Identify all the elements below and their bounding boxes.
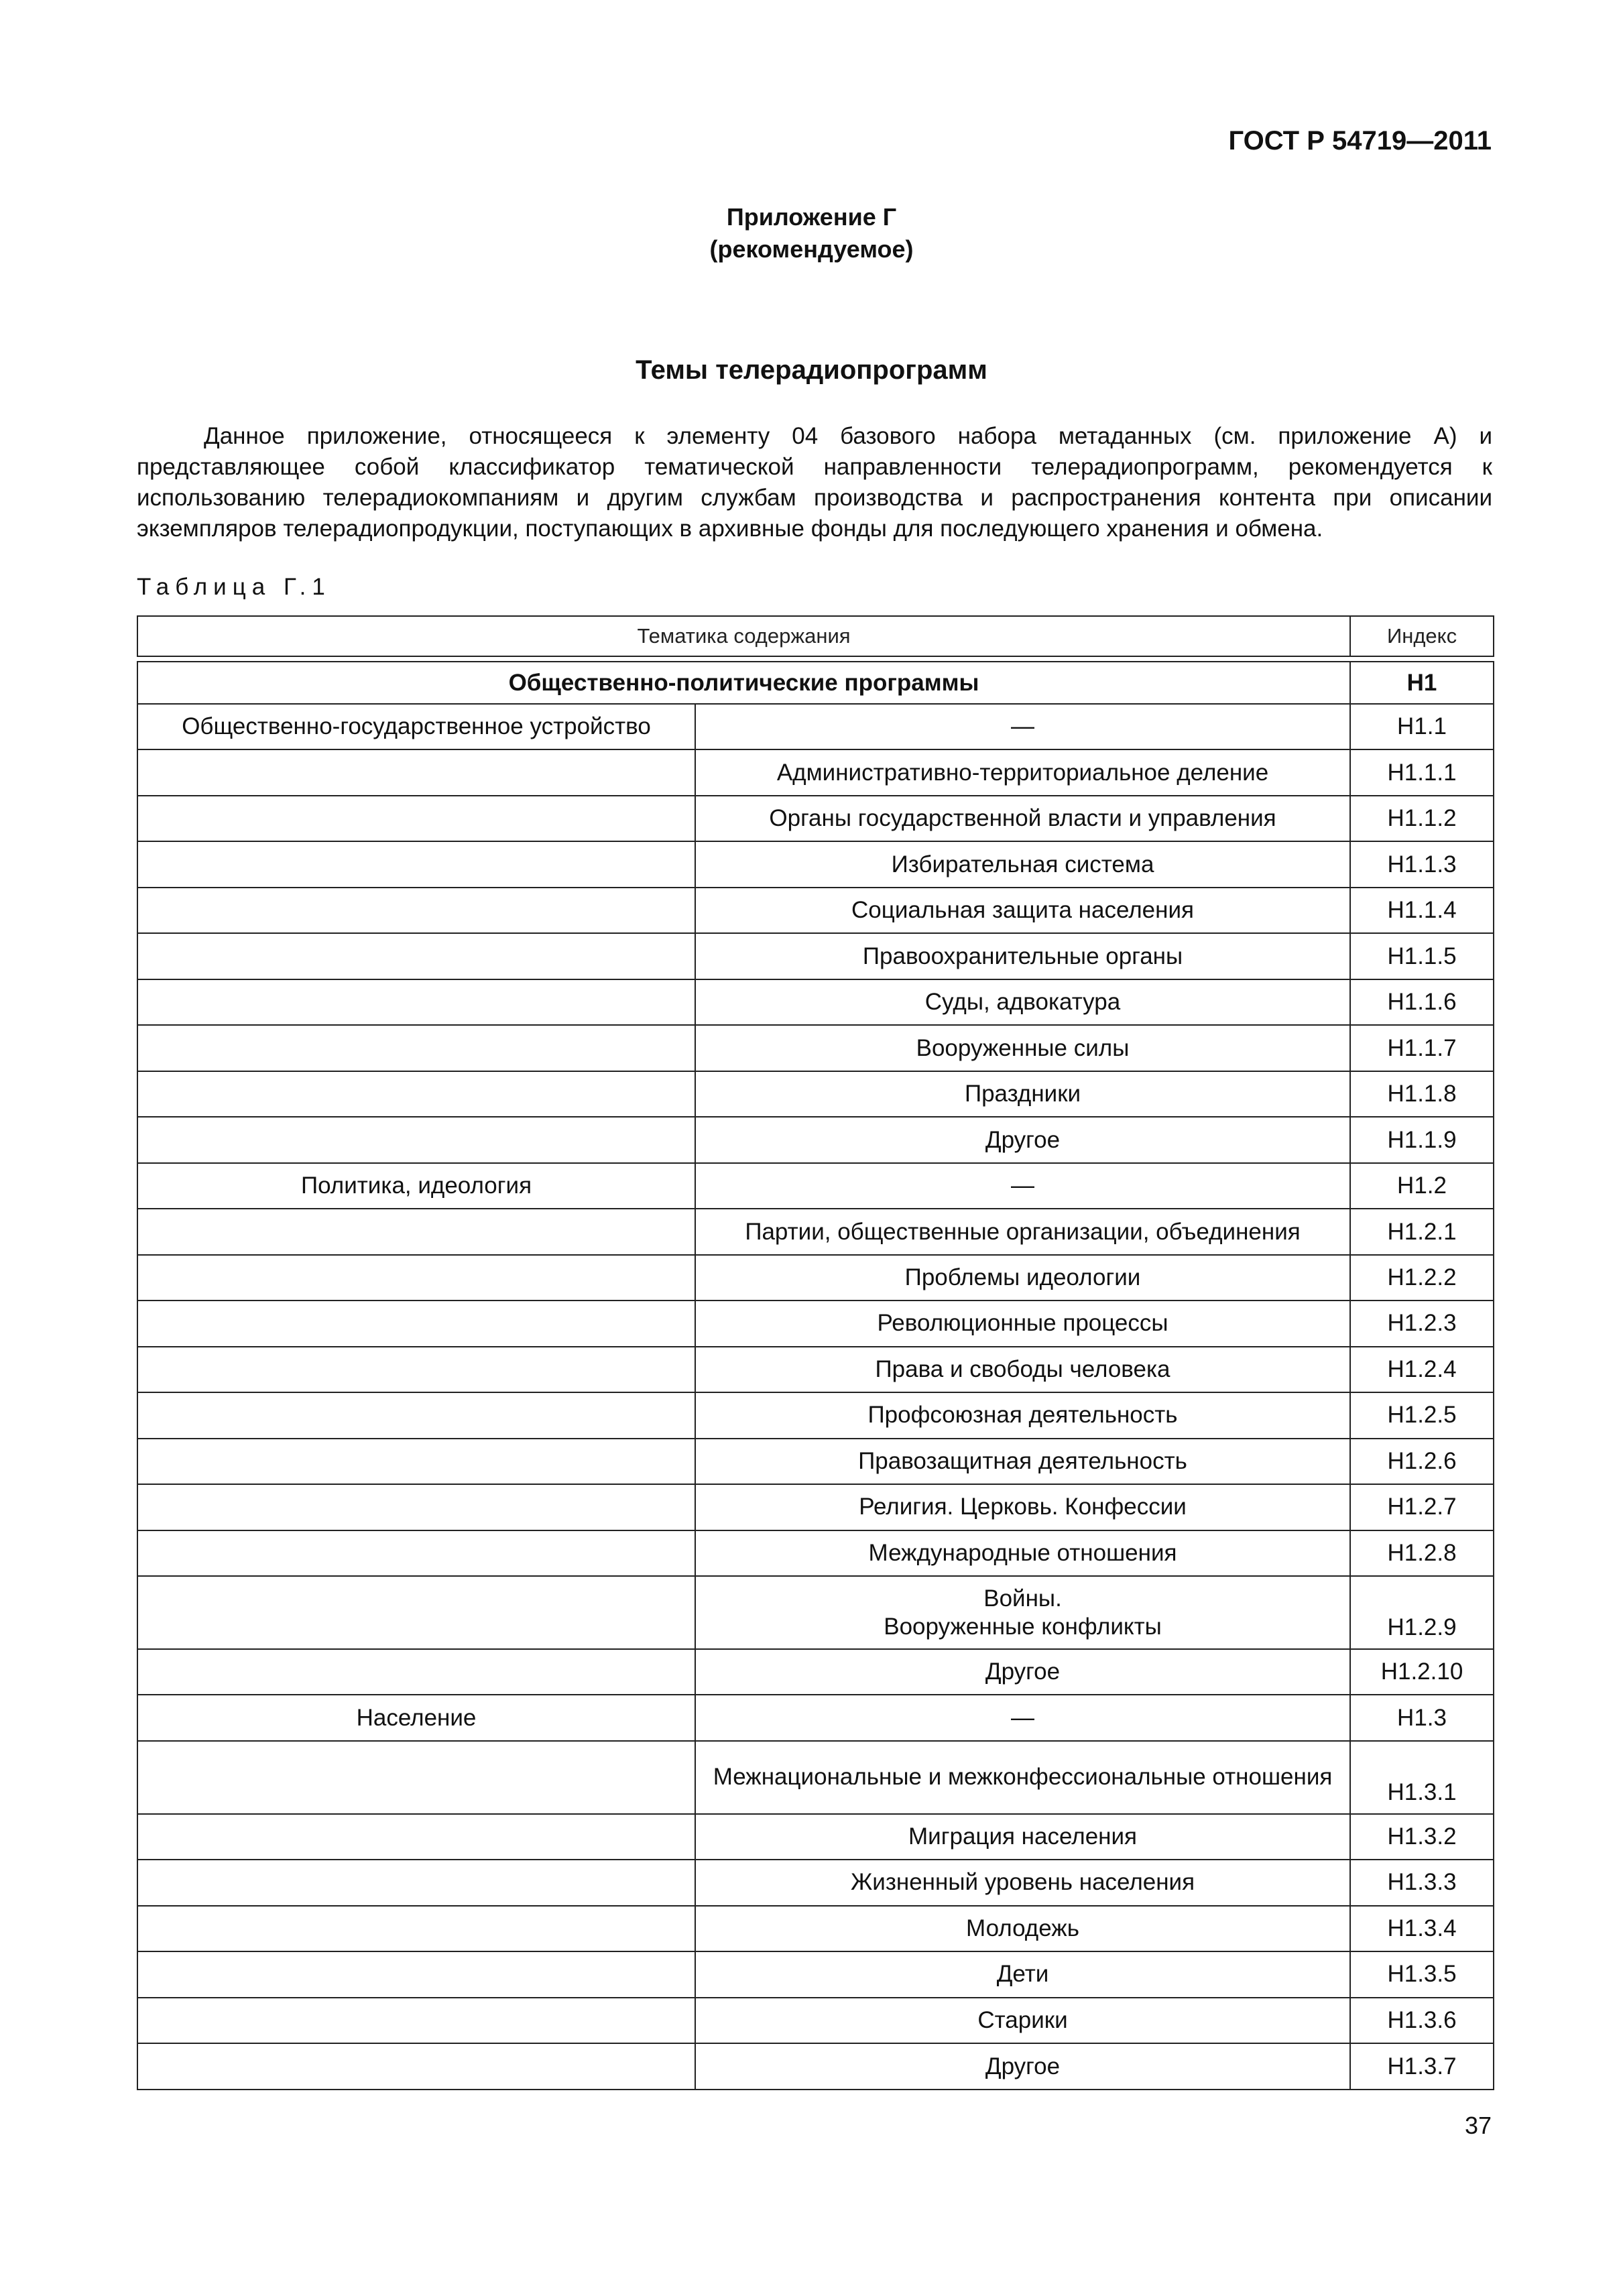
table-row <box>137 1530 1494 1576</box>
row-index-cell: Н1.1.8 <box>1350 1071 1494 1117</box>
row-subtopic-cell: Суды, адвокатура <box>695 979 1350 1025</box>
row-subtopic-cell: Правоохранительные органы <box>695 933 1350 979</box>
row-group-cell <box>137 2043 695 2090</box>
row-index-cell: Н1.2.2 <box>1350 1255 1494 1301</box>
row-index-cell: Н1.3.1 <box>1350 1741 1494 1814</box>
row-group-cell <box>137 1998 695 2043</box>
row-index-cell: Н1.1.7 <box>1350 1025 1494 1071</box>
row-subtopic-cell: Миграция населения <box>695 1814 1350 1860</box>
table-row <box>137 2043 1494 2090</box>
themes-table <box>137 615 1494 2090</box>
row-index-cell: Н1.2.5 <box>1350 1392 1494 1438</box>
row-index-cell: Н1.2.10 <box>1350 1649 1494 1695</box>
table-row <box>137 1163 1494 1209</box>
table-row <box>137 796 1494 841</box>
table-row <box>137 1255 1494 1301</box>
row-group-cell <box>137 1649 695 1695</box>
table-row <box>137 1906 1494 1951</box>
row-index-cell: Н1.3.5 <box>1350 1951 1494 1997</box>
appendix-heading <box>0 201 1623 265</box>
row-index-cell: Н1.1.6 <box>1350 979 1494 1025</box>
row-subtopic-cell: Вооруженные силы <box>695 1025 1350 1071</box>
row-subtopic-cell: — <box>695 1695 1350 1740</box>
row-subtopic-cell: Другое <box>695 1649 1350 1695</box>
table-row <box>137 1814 1494 1860</box>
row-index-cell: Н1.1.5 <box>1350 933 1494 979</box>
row-subtopic-cell: Дети <box>695 1951 1350 1997</box>
table-row <box>137 1209 1494 1254</box>
row-subtopic-cell: Профсоюзная деятельность <box>695 1392 1350 1438</box>
row-subtopic-cell: Партии, общественные организации, объединения <box>695 1209 1350 1254</box>
row-group-cell <box>137 888 695 933</box>
table-row <box>137 1998 1494 2043</box>
row-group-cell <box>137 1951 695 1997</box>
appendix-title: Приложение Г <box>726 203 897 231</box>
row-subtopic-cell: Праздники <box>695 1071 1350 1117</box>
row-group-cell <box>137 1860 695 1905</box>
table-row <box>137 1951 1494 1997</box>
table-row <box>137 1860 1494 1905</box>
table-header-row <box>137 616 1494 656</box>
section-label: Общественно-политические программы <box>137 662 1350 703</box>
appendix-status: (рекомендуемое) <box>709 235 914 263</box>
row-group-cell <box>137 1530 695 1576</box>
row-subtopic-cell: Жизненный уровень населения <box>695 1860 1350 1905</box>
row-index-cell: Н1.3 <box>1350 1695 1494 1740</box>
table-row <box>137 933 1494 979</box>
row-group-cell <box>137 979 695 1025</box>
row-group-cell: Политика, идеология <box>137 1163 695 1209</box>
table-row <box>137 1439 1494 1484</box>
row-group-cell <box>137 1814 695 1860</box>
header-topic: Тематика содержания <box>137 616 1350 656</box>
row-index-cell: Н1.2.9 <box>1350 1576 1494 1649</box>
row-group-cell <box>137 1439 695 1484</box>
row-index-cell: Н1.1.3 <box>1350 841 1494 887</box>
row-subtopic-cell: Социальная защита населения <box>695 888 1350 933</box>
table-row <box>137 1649 1494 1695</box>
section-index: Н1 <box>1350 662 1494 703</box>
row-index-cell: Н1.3.7 <box>1350 2043 1494 2090</box>
section-row <box>137 662 1494 703</box>
row-subtopic-cell: Революционные процессы <box>695 1301 1350 1346</box>
table-row <box>137 1071 1494 1117</box>
row-subtopic-cell: — <box>695 1163 1350 1209</box>
table-row <box>137 1347 1494 1392</box>
row-index-cell: Н1.1.2 <box>1350 796 1494 841</box>
table-row <box>137 749 1494 795</box>
table-row <box>137 979 1494 1025</box>
row-group-cell <box>137 1255 695 1301</box>
row-index-cell: Н1.1.4 <box>1350 888 1494 933</box>
table-row <box>137 1025 1494 1071</box>
table-row <box>137 704 1494 749</box>
table-row <box>137 1484 1494 1530</box>
row-index-cell: Н1.2.8 <box>1350 1530 1494 1576</box>
row-group-cell: Общественно-государственное устройство <box>137 704 695 749</box>
row-index-cell: Н1.2.7 <box>1350 1484 1494 1530</box>
row-group-cell <box>137 841 695 887</box>
row-group-cell <box>137 1484 695 1530</box>
page-number: 37 <box>1464 2112 1492 2139</box>
row-index-cell: Н1.2.6 <box>1350 1439 1494 1484</box>
row-group-cell <box>137 1392 695 1438</box>
table-row <box>137 1695 1494 1740</box>
header-separator <box>137 656 1494 662</box>
section-title: Темы телерадиопрограмм <box>636 355 987 385</box>
row-subtopic-cell: Религия. Церковь. Конфессии <box>695 1484 1350 1530</box>
table-caption: Таблица Г.1 <box>137 574 331 600</box>
row-subtopic-cell: Другое <box>695 2043 1350 2090</box>
table-row <box>137 1392 1494 1438</box>
header-index: Индекс <box>1350 616 1494 656</box>
themes-table-body <box>137 616 1494 2090</box>
table-row <box>137 1576 1494 1649</box>
table-row <box>137 841 1494 887</box>
table-row <box>137 1301 1494 1346</box>
row-index-cell: Н1.3.2 <box>1350 1814 1494 1860</box>
row-subtopic-cell: Избирательная система <box>695 841 1350 887</box>
table-row <box>137 1741 1494 1814</box>
row-subtopic-cell: Органы государственной власти и управления <box>695 796 1350 841</box>
row-subtopic-cell: Другое <box>695 1117 1350 1162</box>
row-group-cell <box>137 1741 695 1814</box>
row-group-cell <box>137 1117 695 1162</box>
row-index-cell: Н1.2.4 <box>1350 1347 1494 1392</box>
row-subtopic-cell: Войны. Вооруженные конфликты <box>695 1576 1350 1649</box>
row-index-cell: Н1.3.4 <box>1350 1906 1494 1951</box>
row-subtopic-cell: Старики <box>695 1998 1350 2043</box>
row-group-cell <box>137 1071 695 1117</box>
row-index-cell: Н1.1 <box>1350 704 1494 749</box>
row-group-cell <box>137 796 695 841</box>
table-row <box>137 888 1494 933</box>
row-index-cell: Н1.2.1 <box>1350 1209 1494 1254</box>
row-subtopic-cell: Проблемы идеологии <box>695 1255 1350 1301</box>
row-subtopic-cell: Молодежь <box>695 1906 1350 1951</box>
row-group-cell <box>137 933 695 979</box>
row-subtopic-cell: — <box>695 704 1350 749</box>
row-group-cell <box>137 1209 695 1254</box>
row-group-cell <box>137 749 695 795</box>
row-index-cell: Н1.3.3 <box>1350 1860 1494 1905</box>
intro-paragraph: Данное приложение, относящееся к элементу 04 базового набора метаданных (см. приложение А) и представляющее собой классификатор тематической направленности телерадиопрограмм, рекомендуется к использованию телерадиокомпаниям и другим службам производства и распространения контента при описании экземпляров телерадиопродукции, поступающих в архивные фонды для последующего хранения и обмена. <box>137 423 1492 542</box>
row-index-cell: Н1.3.6 <box>1350 1998 1494 2043</box>
standard-designation: ГОСТ Р 54719—2011 <box>1228 126 1492 156</box>
table-row <box>137 1117 1494 1162</box>
row-subtopic-cell: Межнациональные и межконфессиональные отношения <box>695 1741 1350 1814</box>
header-separator-cell <box>137 656 1494 662</box>
row-group-cell <box>137 1906 695 1951</box>
row-group-cell <box>137 1576 695 1649</box>
row-index-cell: Н1.2.3 <box>1350 1301 1494 1346</box>
row-group-cell <box>137 1025 695 1071</box>
row-subtopic-cell: Правозащитная деятельность <box>695 1439 1350 1484</box>
row-group-cell: Население <box>137 1695 695 1740</box>
row-group-cell <box>137 1301 695 1346</box>
row-subtopic-cell: Международные отношения <box>695 1530 1350 1576</box>
row-subtopic-cell: Административно-территориальное деление <box>695 749 1350 795</box>
row-index-cell: Н1.1.1 <box>1350 749 1494 795</box>
row-group-cell <box>137 1347 695 1392</box>
row-index-cell: Н1.1.9 <box>1350 1117 1494 1162</box>
row-index-cell: Н1.2 <box>1350 1163 1494 1209</box>
row-subtopic-cell: Права и свободы человека <box>695 1347 1350 1392</box>
